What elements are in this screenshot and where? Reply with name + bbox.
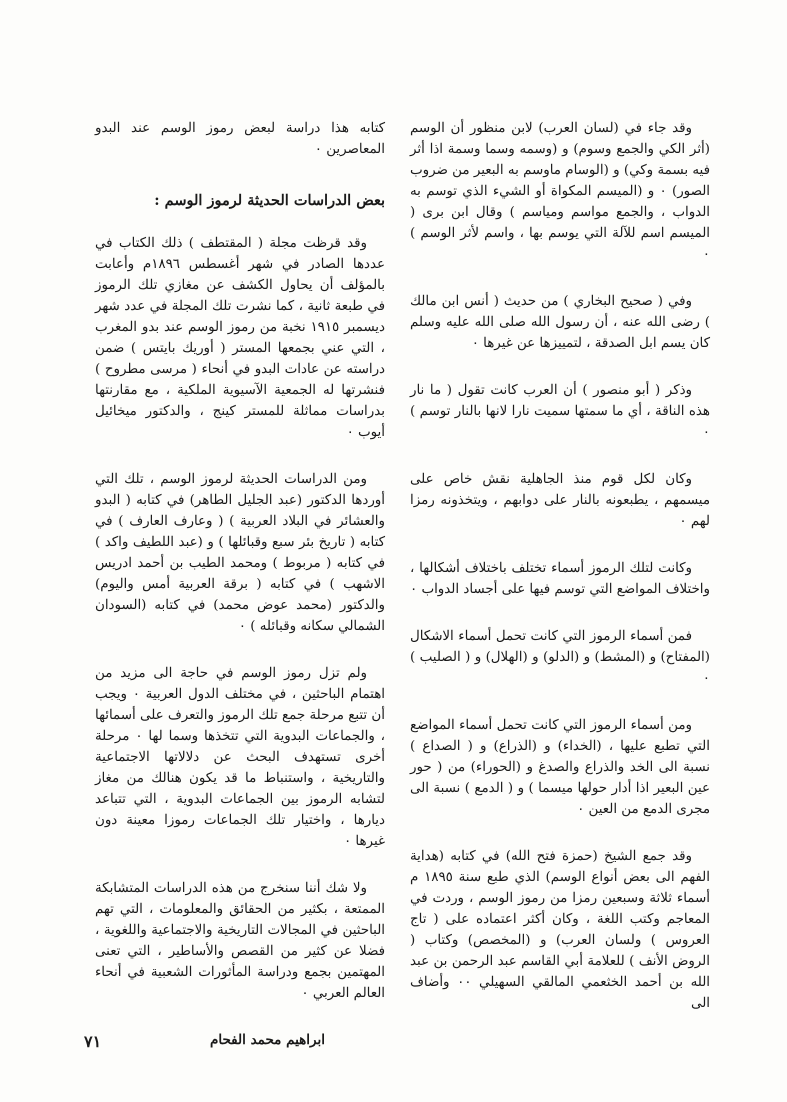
paragraph: وقد قرظت مجلة ( المقتطف ) ذلك الكتاب في عددها الصادر في شهر أغسطس ١٨٩٦م وأعابت بالمؤلف أن يحاول الكشف عن مغازي تلك الرموز في طبعة ثانية ، كما نشرت تلك المجلة في عدد شهر ديسمبر ١٩١٥ نخبة من رموز الوسم عند بدو المغرب ، التي عني بجمعها المستر ( أوريك بايتس ) ضمن دراسته عن عادات البدو في أنحاء ( مرسى مطروح ) فنشرتها له الجمعية الآسيوية الملكية ، مع مقارنتها بدراسات مماثلة للمستر كينج ، والدكتور ميخائيل أيوب ٠ — [95, 236, 385, 440]
paragraph: وكان لكل قوم منذ الجاهلية نقش خاص على ميسمهم ، يطبعونه بالنار على دوابهم ، ويتخذونه رمزا لهم ٠ — [410, 472, 710, 529]
right-text-column — [410, 118, 710, 1040]
paragraph: وقد جمع الشيخ (حمزة فتح الله) في كتابه (هداية الفهم الى بعض أنواع الوسم) الذي طبع سنة ١٨٩٥ م أسماء ثلاثة وسبعين رمزا من رموز الوسم ، وردت في المعاجم وكتب اللغة ، وكان أكثر اعتماده على ( تاج العروس ) ولسان العرب) و (المخصص) وكتاب ( الروض الأنف ) للعلامة أبي القاسم عبد الرحمن بن عبد الله بن أحمد الخثعمي المالقي السهيلي ٠٠ وأضاف الى — [410, 849, 710, 1011]
left-text-column — [95, 118, 385, 1051]
paragraph: وقد جاء في (لسان العرب) لابن منظور أن الوسم (أثر الكي والجمع وسوم) و (وسمه وسما وسمة اذا أثر فيه بسمة وكي) و (الوسام ماوسم به البعير من ضروب الصور) ٠ و (الميسم المكواة أو الشيء الذي توسم به الدواب ، والجمع مواسم ومياسم ) وقال ابن برى ( الميسم اسم للآلة التي يوسم بها ، واسم لأثر الوسم ) ٠ — [410, 121, 711, 262]
paragraph: ومن أسماء الرموز التي كانت تحمل أسماء المواضع التي تطبع عليها ، (الخداء) و (الذراع) و ( الصداع ) نسبة الى الخد والذراع والصدغ و (الحوراء) من ( حور عين البعير اذا أدار حولها ميسما ) و ( الدمع ) نسبة الى مجرى الدمع من العين ٠ — [410, 718, 710, 817]
paragraph-continuation: كتابه هذا دراسة لبعض رموز الوسم عند البدو المعاصرين ٠ — [95, 121, 385, 157]
author-signature: ابراهيم محمد الفحام — [209, 1032, 325, 1048]
section-heading: بعض الدراسات الحديثة لرموز الوسم : — [154, 192, 385, 209]
paragraph: ومن الدراسات الحديثة لرموز الوسم ، تلك التي أوردها الدكتور (عبد الجليل الطاهر) في كتابه ( البدو والعشائر في البلاد العربية ) ( وعارف العارف ) في كتابه ( تاريخ بئر سبع وقبائلها ) و (عبد اللطيف واكد ) في كتابه ( مربوط ) ومحمد الطيب بن أحمد ادريس الاشهب ) في كتابه ( برقة العربية أمس واليوم) والدكتور (محمد عوض محمد) في كتابه (السودان الشمالي سكانه وقبائله ) ٠ — [95, 472, 385, 634]
paragraph: ولا شك أننا سنخرج من هذه الدراسات المتشابكة الممتعة ، بكثير من الحقائق والمعلومات ، التي تهم الباحثين في المجالات التاريخية والاجتماعية واللغوية ، فضلا عن كثير من القصص والأساطير ، التي تعنى المهتمين بجمع ودراسة المأثورات الشعبية في أنحاء العالم العربي ٠ — [95, 881, 385, 1001]
paragraph: وكانت لتلك الرموز أسماء تختلف باختلاف أشكالها ، واختلاف المواضع التي توسم فيها على أجساد الدواب ٠ — [410, 561, 710, 597]
paragraph: وذكر ( أبو منصور ) أن العرب كانت تقول ( ما نار هذه الناقة ، أي ما سمتها سميت نارا لانها بالنار توسم ) ٠ — [410, 383, 710, 440]
page-number: ٧١ — [84, 1032, 102, 1051]
paragraph: فمن أسماء الرموز التي كانت تحمل أسماء الاشكال (المفتاح) و (المشط) و (الدلو) و (الهلال) و ( الصليب ) ٠ — [410, 629, 710, 686]
paragraph: وفي ( صحيح البخاري ) من حديث ( أنس ابن مالك ) رضى الله عنه ، أن رسول الله صلى الله عليه وسلم كان يسم ابل الصدقة ، لتمييزها عن غيرها ٠ — [410, 294, 710, 351]
paragraph: ولم تزل رموز الوسم في حاجة الى مزيد من اهتمام الباحثين ، في مختلف الدول العربية ٠ ويجب أن تتبع مرحلة جمع تلك الرموز والتعرف على أسمائها ، والجماعات البدوية التي تتخذها وسما لها ٠ مرحلة أخرى تستهدف البحث عن دلالاتها الاجتماعية والتاريخية ، واستنباط ما قد يكون هنالك من مغاز لتشابه الرموز بين الجماعات البدوية ، التي تتباعد ديارها ، واختيار تلك الجماعات رموزا معينة دون غيرها ٠ — [95, 666, 386, 849]
